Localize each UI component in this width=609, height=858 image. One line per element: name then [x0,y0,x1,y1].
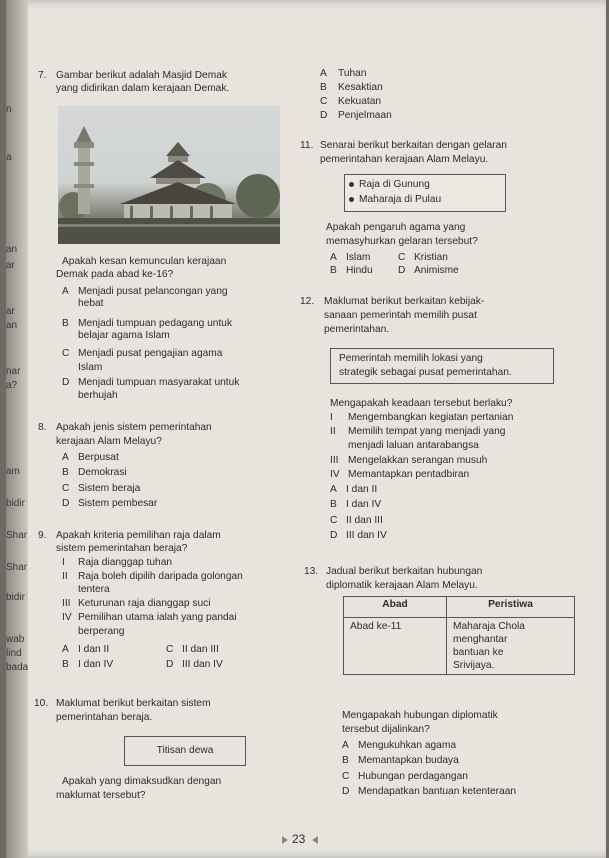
list-item: Raja di Gunung [359,179,430,190]
option-text: Sistem pembesar [78,498,158,509]
statement-text: Memilih tempat yang menjadi yang [348,426,506,437]
statement-roman: IV [62,612,72,623]
option-text: Kristian [414,252,448,263]
question-text: memasyhurkan gelaran tersebut? [326,236,478,247]
question-text: Apakah jenis sistem pemerintahan [56,422,212,433]
question-number: 13. [304,566,319,577]
option-text: II dan III [346,515,383,526]
option-letter: D [320,110,328,121]
option-text: II dan III [182,644,219,655]
option-letter: D [62,377,70,388]
option-text: Menjadi pusat pengajian agama [78,348,223,359]
option-letter: C [62,348,70,359]
question-text: kerajaan Alam Melayu? [56,436,162,447]
option-text: III dan IV [346,530,387,541]
option-text: berhujah [78,390,118,401]
question-number: 9. [38,530,47,541]
page-edge [6,0,28,858]
statement-text: Raja boleh dipilih daripada golongan [78,571,243,582]
left-fragment: an [6,320,18,331]
option-text: Kekuatan [338,96,382,107]
option-text: hebat [78,298,104,309]
option-text: I dan II [346,484,378,495]
question-text: pemerintahan kerajaan Alam Melayu. [320,154,489,165]
option-text: Penjelmaan [338,110,392,121]
option-letter: B [62,318,69,329]
worksheet-page [6,0,606,858]
question-number: 7. [38,70,47,81]
statement-roman: IV [330,469,340,480]
statement-text: Mengelakkan serangan musuh [348,455,488,466]
question-text: diplomatik kerajaan Alam Melayu. [326,580,478,591]
option-text: Demokrasi [78,467,127,478]
question-text: Maklumat berikut berkaitan sistem [56,698,211,709]
statement-roman: I [62,557,65,568]
left-fragment: bidir [6,498,25,509]
left-fragment: bada [6,662,29,673]
option-letter: B [330,499,337,510]
option-text: Berpusat [78,452,119,463]
statement-roman: I [330,412,333,423]
option-letter: A [330,484,337,495]
option-letter: D [166,659,174,670]
question-text: Apakah kesan kemunculan kerajaan [62,256,227,267]
page-marker-icon [282,836,288,844]
option-text: III dan IV [182,659,223,670]
question-text: maklumat tersebut? [56,790,146,801]
option-letter: C [330,515,338,526]
left-fragment: lind [6,648,22,659]
option-letter: A [62,644,69,655]
option-letter: B [62,467,69,478]
left-fragment: a [6,152,12,163]
statement-text: Memantapkan pentadbiran [348,469,470,480]
box-text: Pemerintah memilih lokasi yang [339,353,483,364]
question-number: 11. [300,140,314,151]
left-fragment: ar [6,306,15,317]
question-text: Apakah yang dimaksudkan dengan [62,776,222,787]
info-box: Titisan dewa [124,736,246,766]
left-fragment: ar [6,260,15,271]
table-header: Peristiwa [447,597,575,618]
question-text: Mengapakah keadaan tersebut berlaku? [330,398,513,409]
option-text: Mendapatkan bantuan ketenteraan [358,786,517,797]
option-text: Islam [78,362,103,373]
relations-table [343,596,575,675]
question-text: Senarai berikut berkaitan dengan gelaran [320,140,507,151]
question-text: yang didirikan dalam kerajaan Demak. [56,83,230,94]
box-text: strategik sebagai pusat pemerintahan. [339,367,512,378]
option-text: Islam [346,252,371,263]
table-cell: Maharaja Chola menghantar bantuan ke Srivijaya. [447,618,575,675]
left-fragment: Shar [6,530,28,541]
table-cell: Abad ke-11 [344,618,447,675]
option-letter: D [62,498,70,509]
option-text: Hindu [346,265,373,276]
list-item: Maharaja di Pulau [359,194,441,205]
option-letter: D [342,786,350,797]
option-text: I dan II [78,644,110,655]
option-letter: C [342,771,350,782]
option-text: Menjadi tumpuan masyarakat untuk [78,377,240,388]
option-text: Menjadi pusat pelancongan yang [78,286,228,297]
page-number: 23 [292,832,306,846]
question-text: Maklumat berikut berkaitan kebijak- [324,296,485,307]
question-number: 10. [34,698,49,709]
option-text: Sistem beraja [78,483,141,494]
question-text: Apakah pengaruh agama yang [326,222,466,233]
statement-text: Raja dianggap tuhan [78,557,173,568]
left-fragment: Shar [6,562,28,573]
question-text: tersebut dijalinkan? [342,724,430,735]
statement-roman: II [330,426,336,437]
option-text: Animisme [414,265,459,276]
question-text: Mengapakah hubungan diplomatik [342,710,498,721]
option-text: belajar agama Islam [78,330,170,341]
statement-roman: II [62,571,68,582]
statement-text: menjadi laluan antarabangsa [348,440,479,451]
option-letter: D [330,530,338,541]
page-marker-icon [312,836,318,844]
option-text: I dan IV [346,499,382,510]
left-fragment: am [6,466,20,477]
statement-text: berperang [78,626,125,637]
left-fragment: a? [6,380,18,391]
option-text: Hubungan perdagangan [358,771,468,782]
left-fragment: n [6,104,12,115]
question-text: pemerintahan beraja. [56,712,153,723]
question-text: Demak pada abad ke-16? [56,269,174,280]
statement-roman: III [62,598,71,609]
table-header: Abad [344,597,447,618]
question-number: 8. [38,422,47,433]
option-letter: A [320,68,327,79]
question-number: 12. [300,296,315,307]
option-letter: B [320,82,327,93]
option-letter: B [342,755,349,766]
option-letter: A [330,252,337,263]
table-row [344,618,575,675]
statement-text: Mengembangkan kegiatan pertanian [348,412,514,423]
option-letter: B [330,265,337,276]
statement-text: Pemilihan utama ialah yang pandai [78,612,237,623]
question-text: Gambar berikut adalah Masjid Demak [56,70,227,81]
masjid-demak-photo [58,106,280,244]
option-text: I dan IV [78,659,114,670]
question-text: Apakah kriteria pemilihan raja dalam [56,530,221,541]
option-text: Tuhan [338,68,367,79]
question-text: sanaan pemerintah memilih pusat [324,310,477,321]
option-letter: D [398,265,406,276]
left-fragment: an [6,244,18,255]
option-letter: A [62,286,69,297]
question-text: Jadual berikut berkaitan hubungan [326,566,483,577]
option-text: Kesaktian [338,82,383,93]
info-box [330,348,554,384]
statement-roman: III [330,455,339,466]
option-letter: A [342,740,349,751]
option-text: Memantapkan budaya [358,755,459,766]
statement-text: Keturunan raja dianggap suci [78,598,211,609]
statement-text: tentera [78,584,110,595]
left-fragment: nar [6,366,21,377]
option-letter: C [398,252,406,263]
left-fragment: wab [6,634,25,645]
title-list-box [344,174,506,212]
option-letter: C [320,96,328,107]
option-letter: C [166,644,174,655]
option-letter: A [62,452,69,463]
left-fragment: bidir [6,592,25,603]
option-text: Menjadi tumpuan pedagang untuk [78,318,233,329]
question-text: sistem pemerintahan beraja? [56,543,188,554]
option-text: Mengukuhkan agama [358,740,456,751]
option-letter: C [62,483,70,494]
option-letter: B [62,659,69,670]
question-text: pemerintahan. [324,324,390,335]
